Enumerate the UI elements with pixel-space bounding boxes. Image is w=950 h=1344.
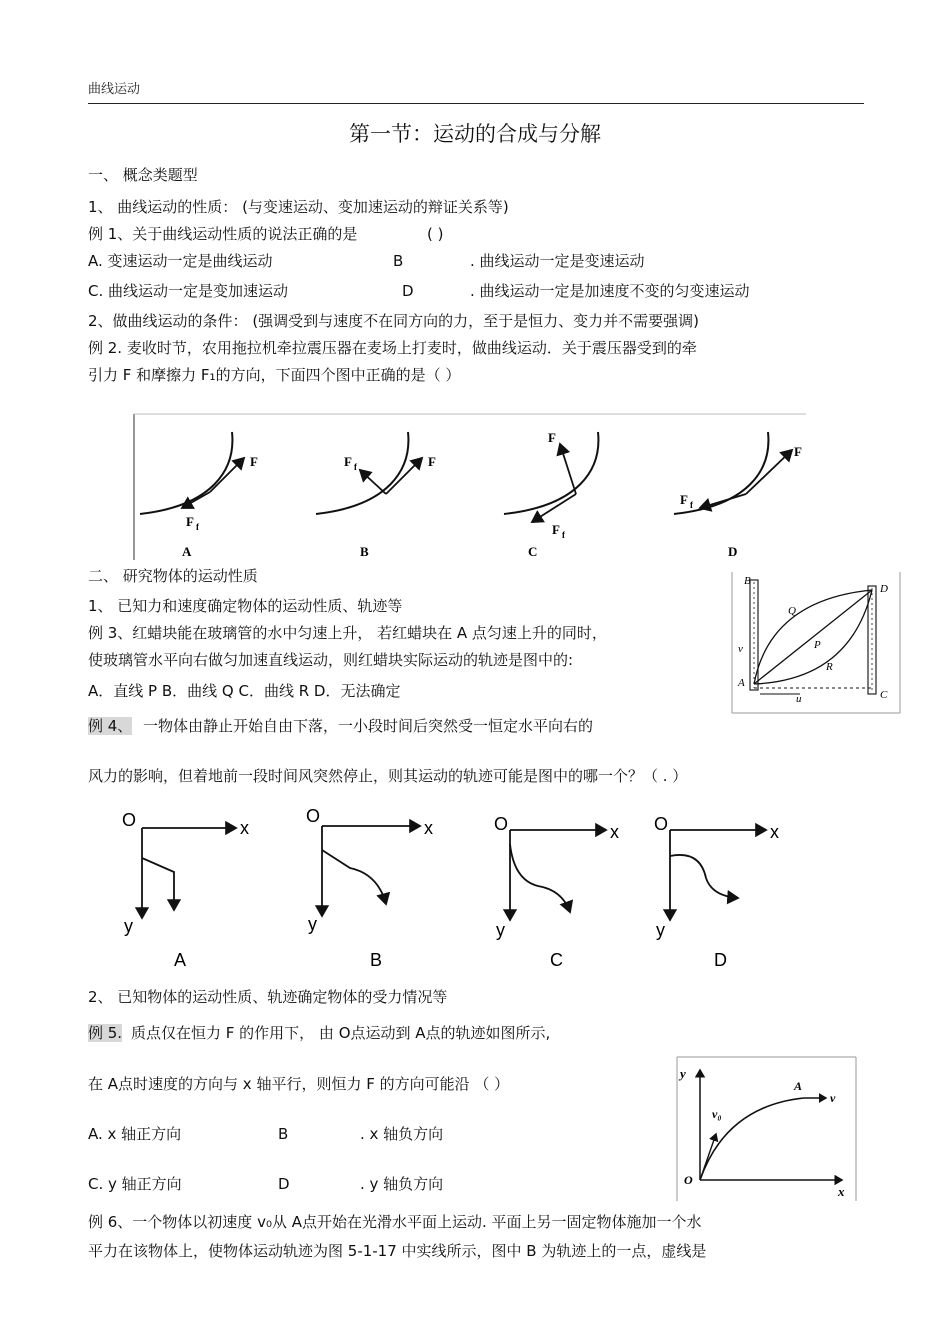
friction-arrow-d — [700, 494, 746, 508]
panel-label-b: B — [370, 950, 383, 970]
origin-label-d: O — [654, 814, 669, 834]
origin-label: O — [684, 1173, 693, 1187]
example-6-line-1: 例 6、一个物体以初速度 v₀从 A点开始在光滑水平面上运动. 平面上另一固定物体施加一个水 — [88, 1213, 702, 1231]
example-3-line-1: 例 3、红蜡块能在玻璃管的水中匀速上升， 若红蜡块在 A 点匀速上升的同时， — [88, 624, 607, 642]
example-4-tag-highlight: 例 4、 — [88, 717, 133, 735]
force-f-arrow-a — [210, 458, 244, 492]
panel-label-d: D — [714, 950, 727, 970]
panel-label-a: A — [182, 544, 192, 559]
curve-a — [140, 432, 232, 514]
x-label-b: x — [424, 818, 433, 838]
example-4-line-1: 一物体由静止开始自由下落，一小段时间后突然受一恒定水平向右的 — [143, 717, 594, 735]
origin-label-c: O — [494, 814, 509, 834]
label-r: R — [826, 661, 833, 673]
example-3-line-2: 使玻璃管水平向右做匀加速直线运动，则红蜡块实际运动的轨迹是图中的: — [88, 651, 574, 669]
example-4-tag — [88, 716, 132, 736]
example-5-option-b: . x 轴负方向 — [360, 1125, 444, 1143]
panel-label-c: C — [550, 950, 563, 970]
velocity-v0-arrow — [700, 1134, 716, 1180]
y-label-b: y — [308, 914, 317, 934]
panel-label-b: B — [360, 544, 369, 559]
example-5-line-2: 在 A点时速度的方向与 x 轴平行，则恒力 F 的方向可能沿 （ ） — [88, 1075, 510, 1093]
example-5-tag — [88, 1023, 122, 1043]
running-header: 曲线运动 — [88, 82, 141, 97]
panel-label-a: A — [174, 950, 187, 970]
y-axis-label: y — [680, 1066, 686, 1081]
point-2-1: 1、 已知力和速度确定物体的运动性质、轨迹等 — [88, 597, 403, 615]
figure-force-directions — [132, 410, 810, 565]
panel-label-d: D — [728, 544, 738, 559]
friction-label-b: F — [344, 454, 352, 469]
force-f-arrow-d — [746, 450, 792, 494]
friction-arrow-b — [360, 470, 386, 494]
section-2-heading: 二、 研究物体的运动性质 — [88, 567, 258, 585]
example-5-option-a: A. x 轴正方向 — [88, 1125, 182, 1143]
trajectory-b — [322, 850, 386, 904]
label-v: v — [738, 643, 743, 655]
example-6-line-2: 平力在该物体上，使物体运动轨迹为图 5-1-17 中实线所示，图中 B 为轨迹上的一点，虚线是 — [88, 1242, 707, 1260]
friction-arrow-a — [182, 492, 210, 508]
example-5-line-1: 质点仅在恒力 F 的作用下， 由 O点运动到 A点的轨迹如图所示, — [131, 1024, 551, 1042]
example-3-options: A．直线 P B．曲线 Q C．曲线 R D．无法确定 — [88, 682, 401, 700]
label-c: C — [880, 689, 888, 701]
example-1-answer-paren: ( ) — [427, 225, 444, 243]
friction-subscript-b: f — [354, 462, 357, 472]
example-2-line-2: 引力 F 和摩擦力 F₁的方向，下面四个图中正确的是（ ） — [88, 366, 461, 384]
example-1-option-c: C. 曲线运动一定是变加速运动 — [88, 282, 289, 300]
label-q: Q — [788, 605, 796, 617]
force-label-f-d: F — [794, 444, 802, 459]
friction-subscript-d: f — [690, 500, 693, 510]
example-5-option-d: . y 轴负方向 — [360, 1175, 444, 1193]
x-label-c: x — [610, 822, 619, 842]
point-a-label: A — [794, 1079, 803, 1093]
force-f-arrow-c — [560, 444, 576, 494]
point-1-1: 1、 曲线运动的性质： (与变速运动、变加速运动的辩证关系等) — [88, 198, 509, 216]
point-1-2: 2、做曲线运动的条件： (强调受到与速度不在同方向的力，至于是恒力、变力并不需要强调) — [88, 312, 700, 330]
section-1-heading: 一、 概念类题型 — [88, 166, 198, 184]
example-5-option-d-letter: D — [278, 1175, 290, 1193]
example-5-option-b-letter: B — [278, 1125, 289, 1143]
example-5-option-c: C. y 轴正方向 — [88, 1175, 182, 1193]
x-label-a: x — [240, 818, 249, 838]
y-label-d: y — [656, 920, 665, 940]
header-rule — [88, 103, 864, 104]
example-4-line-2: 风力的影响，但着地前一段时间风突然停止，则其运动的轨迹可能是图中的哪一个？（ . ） — [88, 767, 688, 785]
origin-label-a: O — [122, 810, 137, 830]
label-d: D — [880, 583, 888, 595]
example-1-option-b-letter: B — [393, 252, 404, 270]
example-1-option-d-letter: D — [402, 282, 414, 300]
x-axis-label: x — [838, 1184, 845, 1199]
v-label: v — [830, 1091, 836, 1105]
friction-label-d: F — [680, 492, 688, 507]
trajectory-a — [142, 858, 174, 910]
y-label-c: y — [496, 920, 505, 940]
trajectory-c — [510, 844, 570, 912]
page-title: 第一节：运动的合成与分解 — [349, 122, 601, 146]
figure-o-to-a-trajectory — [676, 1056, 858, 1202]
label-p: P — [814, 639, 821, 651]
figure-falling-trajectories — [110, 800, 800, 975]
trajectory-d — [670, 855, 738, 898]
force-label-f-b: F — [428, 454, 436, 469]
label-u: u — [796, 693, 802, 705]
point-2-2: 2、 已知物体的运动性质、轨迹确定物体的受力情况等 — [88, 988, 448, 1006]
v0-label: v₀ — [712, 1107, 722, 1121]
example-1-option-b: . 曲线运动一定是变速运动 — [470, 252, 645, 270]
example-1-stem: 例 1、关于曲线运动性质的说法正确的是 — [88, 225, 358, 243]
example-2-line-1: 例 2. 麦收时节，农用拖拉机牵拉震压器在麦场上打麦时，做曲线运动．关于震压器受到的牵 — [88, 339, 697, 357]
origin-label-b: O — [306, 806, 321, 826]
example-1-option-d: . 曲线运动一定是加速度不变的匀变速运动 — [470, 282, 750, 300]
friction-label-a: F — [186, 514, 194, 529]
example-1-option-a: A. 变速运动一定是曲线运动 — [88, 252, 273, 270]
y-label-a: y — [124, 916, 133, 936]
x-label-d: x — [770, 822, 779, 842]
friction-label-c: F — [552, 522, 560, 537]
force-label-f-c: F — [548, 430, 556, 445]
force-label-f-a: F — [250, 454, 258, 469]
label-b: B — [744, 575, 751, 587]
friction-subscript-c: f — [562, 530, 565, 540]
example-5-tag-highlight: 例 5. — [88, 1024, 123, 1042]
figure-wax-block-trajectories — [730, 570, 902, 715]
label-a: A — [738, 677, 745, 689]
friction-subscript-a: f — [196, 522, 199, 532]
panel-label-c: C — [528, 544, 538, 559]
